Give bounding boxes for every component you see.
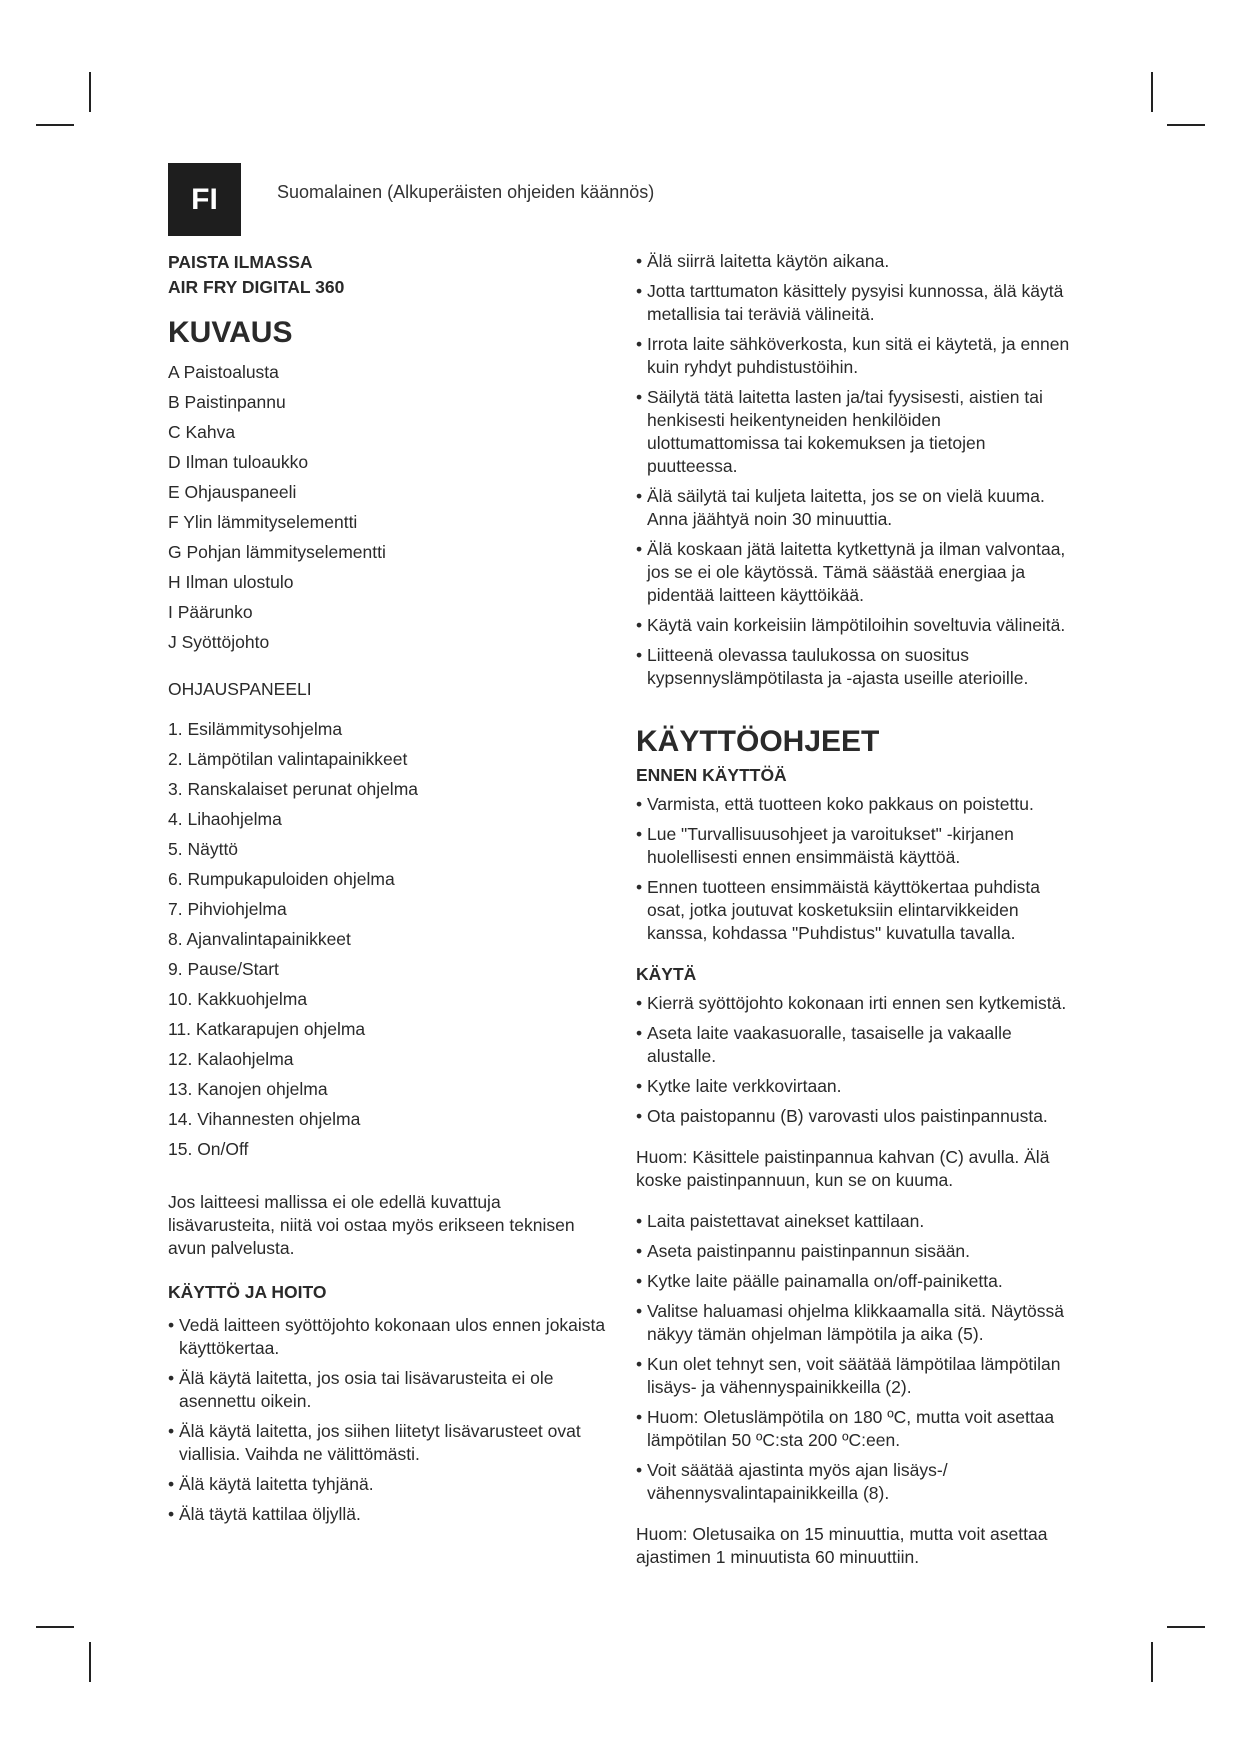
list-item: • Kytke laite verkkovirtaan. [636, 1075, 1076, 1098]
list-item: I Päärunko [168, 602, 253, 622]
list-item: 15. On/Off [168, 1139, 249, 1159]
crop-mark-bottom-left-h [36, 1626, 74, 1628]
list-item: • Kytke laite päälle painamalla on/off-painiketta. [636, 1270, 1076, 1293]
use-care-list [168, 1314, 608, 1526]
list-item: 1. Esilämmitysohjelma [168, 719, 343, 739]
language-note: Suomalainen (Alkuperäisten ohjeiden käännös) [277, 182, 655, 202]
list-item: • Säilytä tätä laitetta lasten ja/tai fyysisesti, aistien tai henkisesti heikentyneiden henkilöiden ulottumattomissa tai kokemuksen ja tietojen puutteessa. [636, 386, 1076, 478]
list-item: 3. Ranskalaiset perunat ohjelma [168, 779, 419, 799]
list-item: 13. Kanojen ohjelma [168, 1079, 328, 1099]
list-item: • Aseta laite vaakasuoralle, tasaiselle ja vakaalle alustalle. [636, 1022, 1076, 1068]
description-title: KUVAUS [168, 316, 293, 349]
list-item: 6. Rumpukapuloiden ohjelma [168, 869, 395, 889]
list-item: 4. Lihaohjelma [168, 809, 282, 829]
list-item: J Syöttöjohto [168, 632, 270, 652]
list-item: 10. Kakkuohjelma [168, 989, 308, 1009]
list-item: • Irrota laite sähköverkosta, kun sitä ei käytetä, ja ennen kuin ryhdyt puhdistustöihin. [636, 333, 1076, 379]
use-note-1: Huom: Käsittele paistinpannua kahvan (C) avulla. Älä koske paistinpannuun, kun se on kuuma. [636, 1147, 1050, 1190]
crop-mark-bottom-left-v [89, 1642, 91, 1682]
list-item: • Älä käytä laitetta tyhjänä. [168, 1473, 608, 1496]
parts-list [168, 361, 608, 654]
list-item: • Älä käytä laitetta, jos siihen liitetyt lisävarusteet ovat viallisia. Vaihda ne välittömästi. [168, 1420, 608, 1466]
list-item: F Ylin lämmityselementti [168, 512, 358, 532]
use-list-2 [636, 1210, 1076, 1505]
list-item: 12. Kalaohjelma [168, 1049, 294, 1069]
list-item: 9. Pause/Start [168, 959, 279, 979]
before-use-list [636, 793, 1076, 945]
product-line-2: AIR FRY DIGITAL 360 [168, 277, 345, 297]
use-note-2: Huom: Oletusaika on 15 minuuttia, mutta voit asettaa ajastimen 1 minuutista 60 minuuttiin. [636, 1524, 1048, 1567]
list-item: • Huom: Oletuslämpötila on 180 ºC, mutta voit asettaa lämpötilan 50 ºC:sta 200 ºC:een. [636, 1406, 1076, 1452]
list-item: • Kun olet tehnyt sen, voit säätää lämpötilaa lämpötilan lisäys- ja vähennyspainikkeilla (2). [636, 1353, 1076, 1399]
accessories-note: Jos laitteesi mallissa ei ole edellä kuvattuja lisävarusteita, niitä voi ostaa myös erikseen teknisen avun palvelusta. [168, 1192, 575, 1258]
use-title: KÄYTÄ [636, 964, 697, 984]
list-item: • Älä täytä kattilaa öljyllä. [168, 1503, 608, 1526]
list-item: G Pohjan lämmityselementti [168, 542, 386, 562]
list-item: • Aseta paistinpannu paistinpannun sisään. [636, 1240, 1076, 1263]
before-use-title: ENNEN KÄYTTÖÄ [636, 765, 787, 785]
list-item: 14. Vihannesten ohjelma [168, 1109, 361, 1129]
list-item: 11. Katkarapujen ohjelma [168, 1019, 366, 1039]
list-item: B Paistinpannu [168, 392, 286, 412]
list-item: • Liitteenä olevassa taulukossa on suositus kypsennyslämpötilasta ja -ajasta useille aterioille. [636, 644, 1076, 690]
crop-mark-top-left-h [36, 124, 74, 126]
list-item: 5. Näyttö [168, 839, 239, 859]
list-item: • Älä säilytä tai kuljeta laitetta, jos se on vielä kuuma. Anna jäähtyä noin 30 minuuttia. [636, 485, 1076, 531]
crop-mark-top-left-v [89, 72, 91, 112]
list-item: • Älä koskaan jätä laitetta kytkettynä ja ilman valvontaa, jos se ei ole käytössä. Tämä säästää energiaa ja pidentää laitteen käyttöikää. [636, 538, 1076, 607]
list-item: • Laita paistettavat ainekset kattilaan. [636, 1210, 1076, 1233]
list-item: 7. Pihviohjelma [168, 899, 287, 919]
list-item: • Jotta tarttumaton käsittely pysyisi kunnossa, älä käytä metallisia tai teräviä välineitä. [636, 280, 1076, 326]
crop-mark-top-right-h [1167, 124, 1205, 126]
list-item: • Käytä vain korkeisiin lämpötiloihin soveltuvia välineitä. [636, 614, 1076, 637]
language-code-badge: FI [168, 163, 241, 236]
list-item: • Älä käytä laitetta, jos osia tai lisävarusteita ei ole asennettu oikein. [168, 1367, 608, 1413]
list-item: • Ota paistopannu (B) varovasti ulos paistinpannusta. [636, 1105, 1076, 1128]
control-panel-title: OHJAUSPANEELI [168, 679, 312, 699]
list-item: • Kierrä syöttöjohto kokonaan irti ennen sen kytkemistä. [636, 992, 1076, 1015]
control-panel-list [168, 718, 608, 1161]
right-column [636, 250, 1076, 1569]
crop-mark-top-right-v [1151, 72, 1153, 112]
list-item: H Ilman ulostulo [168, 572, 294, 592]
list-item: A Paistoalusta [168, 362, 279, 382]
instructions-title: KÄYTTÖOHJEET [636, 725, 880, 758]
list-item: • Ennen tuotteen ensimmäistä käyttökertaa puhdista osat, jotka joutuvat kosketuksiin elintarvikkeiden kanssa, kohdassa "Puhdistus" kuvatulla tavalla. [636, 876, 1076, 945]
product-line-1: PAISTA ILMASSA [168, 252, 313, 272]
use-care-title: KÄYTTÖ JA HOITO [168, 1282, 327, 1302]
list-item: • Älä siirrä laitetta käytön aikana. [636, 250, 1076, 273]
list-item: 8. Ajanvalintapainikkeet [168, 929, 351, 949]
list-item: C Kahva [168, 422, 236, 442]
list-item: E Ohjauspaneeli [168, 482, 297, 502]
list-item: • Vedä laitteen syöttöjohto kokonaan ulos ennen jokaista käyttökertaa. [168, 1314, 608, 1360]
list-item: • Varmista, että tuotteen koko pakkaus on poistettu. [636, 793, 1076, 816]
left-column [168, 250, 608, 1533]
list-item: • Voit säätää ajastinta myös ajan lisäys-/ vähennysvalintapainikkeilla (8). [636, 1459, 1076, 1505]
use-list [636, 992, 1076, 1128]
list-item: • Lue "Turvallisuusohjeet ja varoitukset" -kirjanen huolellisesti ennen ensimmäistä käyttöä. [636, 823, 1076, 869]
crop-mark-bottom-right-v [1151, 1642, 1153, 1682]
use-care-list-continued [636, 250, 1076, 690]
list-item: D Ilman tuloaukko [168, 452, 309, 472]
list-item: • Valitse haluamasi ohjelma klikkaamalla sitä. Näytössä näkyy tämän ohjelman lämpötila ja aika (5). [636, 1300, 1076, 1346]
crop-mark-bottom-right-h [1167, 1626, 1205, 1628]
list-item: 2. Lämpötilan valintapainikkeet [168, 749, 408, 769]
